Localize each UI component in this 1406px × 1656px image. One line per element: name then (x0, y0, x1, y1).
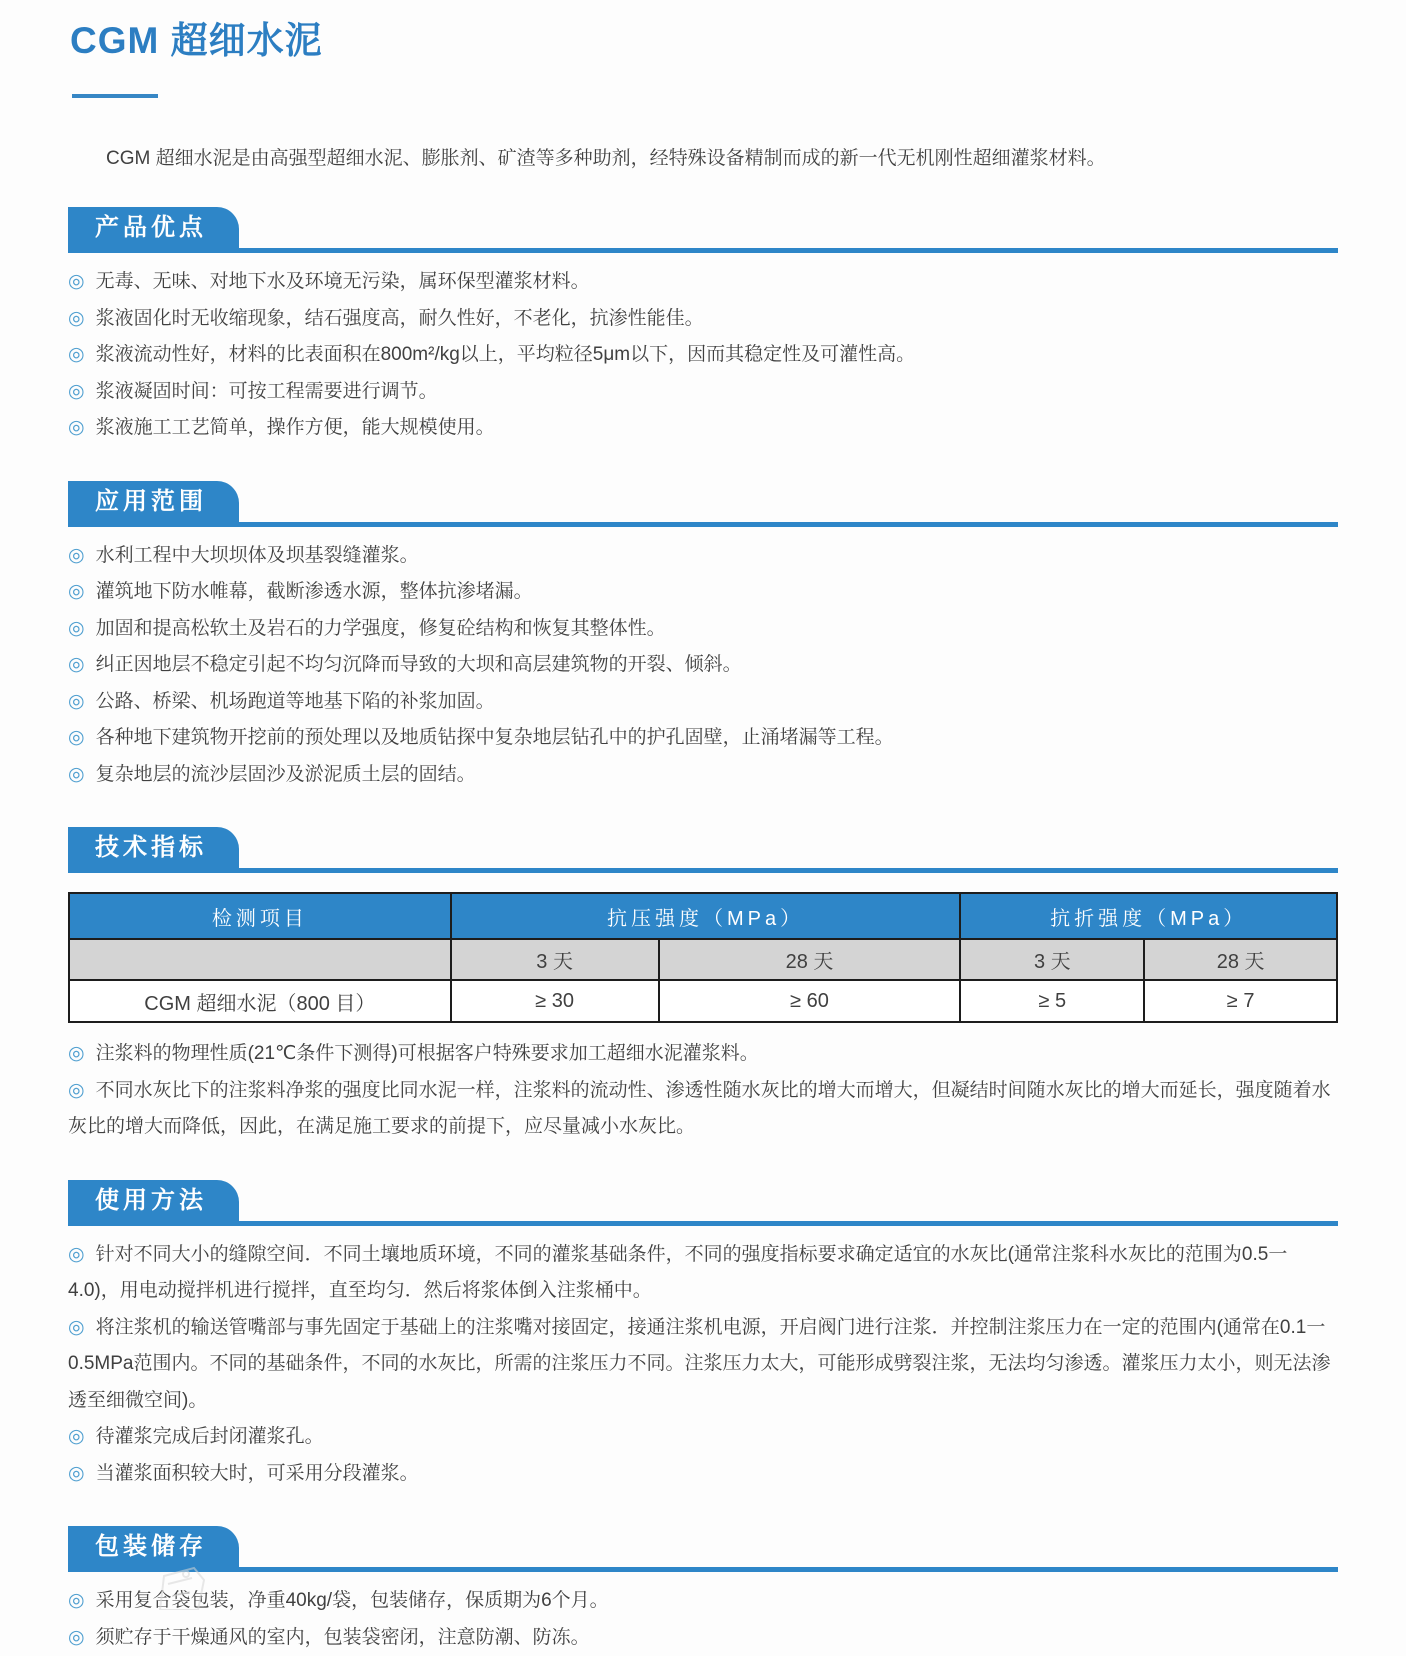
list-item (68, 337, 1338, 374)
list-item (68, 264, 1338, 301)
section-tab-storage: 包装储存 (68, 1526, 239, 1567)
list-item-text: 各种地下建筑物开挖前的预处理以及地质钻探中复杂地层钻孔中的护孔固壁，止涌堵漏等工程。 (96, 727, 894, 748)
table-row (69, 980, 1337, 1022)
double-circle-bullet-icon: ◎ (68, 344, 85, 365)
subheader-3d: 3 天 (451, 939, 659, 980)
section-rule (68, 1567, 1338, 1572)
bullet-list (68, 264, 1338, 447)
cell-value: ≥ 5 (960, 980, 1144, 1022)
list-item (68, 1456, 1338, 1493)
double-circle-bullet-icon: ◎ (68, 381, 85, 402)
section-rule (68, 248, 1338, 253)
double-circle-bullet-icon: ◎ (68, 308, 85, 329)
table-notes (68, 1036, 1338, 1146)
section-header (68, 1526, 1338, 1572)
page-title: CGM 超细水泥 (70, 10, 1338, 64)
double-circle-bullet-icon: ◎ (68, 545, 85, 566)
title-underline (72, 94, 158, 98)
spec-table (68, 892, 1338, 1023)
subheader-28d: 28 天 (1144, 939, 1337, 980)
list-item (68, 574, 1338, 611)
double-circle-bullet-icon: ◎ (68, 1627, 85, 1648)
list-item (68, 720, 1338, 757)
list-item-text: 浆液凝固时间：可按工程需要进行调节。 (96, 381, 438, 402)
list-item-text: 将注浆机的输送管嘴部与事先固定于基础上的注浆嘴对接固定，接通注浆机电源，开启阀门进行注浆．并控制注浆压力在一定的范围内(通常在0.1一0.5MPa范围内。不同的基础条件，不同的水灰比，所需的注浆压力不同。注浆压力太大，可能形成劈裂注浆，无法均匀渗透。灌浆压力太小，则无法渗透至细微空间)。 (68, 1317, 1330, 1411)
section-header (68, 481, 1338, 527)
bullet-list (68, 1583, 1338, 1656)
list-item (68, 374, 1338, 411)
subheader-empty-cell (69, 939, 451, 980)
cell-value: ≥ 60 (659, 980, 961, 1022)
section-header (68, 1180, 1338, 1226)
section-tab-applications: 应用范围 (68, 481, 239, 522)
note-text: 注浆料的物理性质(21℃条件下测得)可根据客户特殊要求加工超细水泥灌浆料。 (96, 1043, 759, 1064)
double-circle-bullet-icon: ◎ (68, 581, 85, 602)
list-item-text: 公路、桥梁、机场跑道等地基下陷的补浆加固。 (96, 691, 495, 712)
col-header-test-item: 检测项目 (69, 893, 451, 939)
section-product-advantages (68, 207, 1338, 447)
list-item (68, 757, 1338, 794)
intro-paragraph: CGM 超细水泥是由高强型超细水泥、膨胀剂、矿渣等多种助剂，经特殊设备精制而成的新一代无机刚性超细灌浆材料。 (68, 144, 1338, 173)
list-item (68, 1583, 1338, 1620)
list-item-text: 水利工程中大坝坝体及坝基裂缝灌浆。 (96, 545, 419, 566)
double-circle-bullet-icon: ◎ (68, 764, 85, 785)
list-item (68, 1237, 1338, 1310)
list-item-text: 无毒、无味、对地下水及环境无污染，属环保型灌浆材料。 (96, 271, 590, 292)
section-rule (68, 1221, 1338, 1226)
double-circle-bullet-icon: ◎ (68, 271, 85, 292)
list-item-text: 当灌浆面积较大时，可采用分段灌浆。 (96, 1463, 419, 1484)
list-item (68, 1073, 1338, 1146)
double-circle-bullet-icon: ◎ (68, 1043, 85, 1064)
double-circle-bullet-icon: ◎ (68, 1590, 85, 1611)
double-circle-bullet-icon: ◎ (68, 727, 85, 748)
subheader-3d: 3 天 (960, 939, 1144, 980)
subheader-28d: 28 天 (659, 939, 961, 980)
list-item (68, 1620, 1338, 1656)
section-rule (68, 868, 1338, 873)
double-circle-bullet-icon: ◎ (68, 1317, 85, 1338)
list-item (68, 301, 1338, 338)
section-packaging-storage (68, 1526, 1338, 1656)
list-item-text: 浆液流动性好，材料的比表面积在800m²/kg以上，平均粒径5μm以下，因而其稳定性及可灌性高。 (96, 344, 916, 365)
bullet-list (68, 1237, 1338, 1493)
double-circle-bullet-icon: ◎ (68, 654, 85, 675)
list-item-text: 针对不同大小的缝隙空间．不同土壤地质环境，不同的灌浆基础条件，不同的强度指标要求确定适宜的水灰比(通常注浆科水灰比的范围为0.5一4.0)，用电动搅拌机进行搅拌，直至均匀．然后将浆体倒入注浆桶中。 (68, 1244, 1287, 1302)
col-header-flexural-strength: 抗折强度（MPa） (960, 893, 1337, 939)
list-item-text: 待灌浆完成后封闭灌浆孔。 (96, 1426, 324, 1447)
list-item-text: 复杂地层的流沙层固沙及淤泥质土层的固结。 (96, 764, 476, 785)
list-item-text: 纠正因地层不稳定引起不均匀沉降而导致的大坝和高层建筑物的开裂、倾斜。 (96, 654, 742, 675)
list-item-text: 浆液固化时无收缩现象，结石强度高，耐久性好，不老化，抗渗性能佳。 (96, 308, 704, 329)
table-header-row (69, 893, 1337, 939)
document-page (0, 10, 1406, 1656)
section-header (68, 207, 1338, 253)
section-application-range (68, 481, 1338, 794)
double-circle-bullet-icon: ◎ (68, 618, 85, 639)
section-technical-specs (68, 827, 1338, 1146)
list-item (68, 684, 1338, 721)
list-item (68, 538, 1338, 575)
section-tab-specs: 技术指标 (68, 827, 239, 868)
list-item (68, 410, 1338, 447)
list-item (68, 1310, 1338, 1420)
list-item-text: 加固和提高松软土及岩石的力学强度，修复砼结构和恢复其整体性。 (96, 618, 666, 639)
list-item-text: 采用复合袋包装，净重40kg/袋，包装储存，保质期为6个月。 (96, 1590, 609, 1611)
double-circle-bullet-icon: ◎ (68, 1080, 85, 1101)
list-item (68, 611, 1338, 648)
cell-value: ≥ 30 (451, 980, 659, 1022)
double-circle-bullet-icon: ◎ (68, 1244, 85, 1265)
list-item (68, 1419, 1338, 1456)
double-circle-bullet-icon: ◎ (68, 691, 85, 712)
double-circle-bullet-icon: ◎ (68, 1463, 85, 1484)
section-tab-usage: 使用方法 (68, 1180, 239, 1221)
list-item-text: 须贮存于干燥通风的室内，包装袋密闭，注意防潮、防冻。 (96, 1627, 590, 1648)
list-item-text: 灌筑地下防水帷幕，截断渗透水源，整体抗渗堵漏。 (96, 581, 533, 602)
list-item-text: 浆液施工工艺简单，操作方便，能大规模使用。 (96, 417, 495, 438)
cell-value: ≥ 7 (1144, 980, 1337, 1022)
list-item (68, 647, 1338, 684)
list-item (68, 1036, 1338, 1073)
bullet-list (68, 538, 1338, 794)
row-label: CGM 超细水泥（800 目） (69, 980, 451, 1022)
note-text: 不同水灰比下的注浆料净浆的强度比同水泥一样，注浆料的流动性、渗透性随水灰比的增大而增大，但凝结时间随水灰比的增大而延长，强度随着水灰比的增大而降低，因此，在满足施工要求的前提下，应尽量减小水灰比。 (68, 1080, 1331, 1138)
table-subheader-row (69, 939, 1337, 980)
section-tab-advantages: 产品优点 (68, 207, 239, 248)
section-usage-method (68, 1180, 1338, 1493)
double-circle-bullet-icon: ◎ (68, 1426, 85, 1447)
col-header-compressive-strength: 抗压强度（MPa） (451, 893, 961, 939)
section-header (68, 827, 1338, 873)
product-bag-image-partial (142, 1566, 226, 1610)
double-circle-bullet-icon: ◎ (68, 417, 85, 438)
section-rule (68, 522, 1338, 527)
